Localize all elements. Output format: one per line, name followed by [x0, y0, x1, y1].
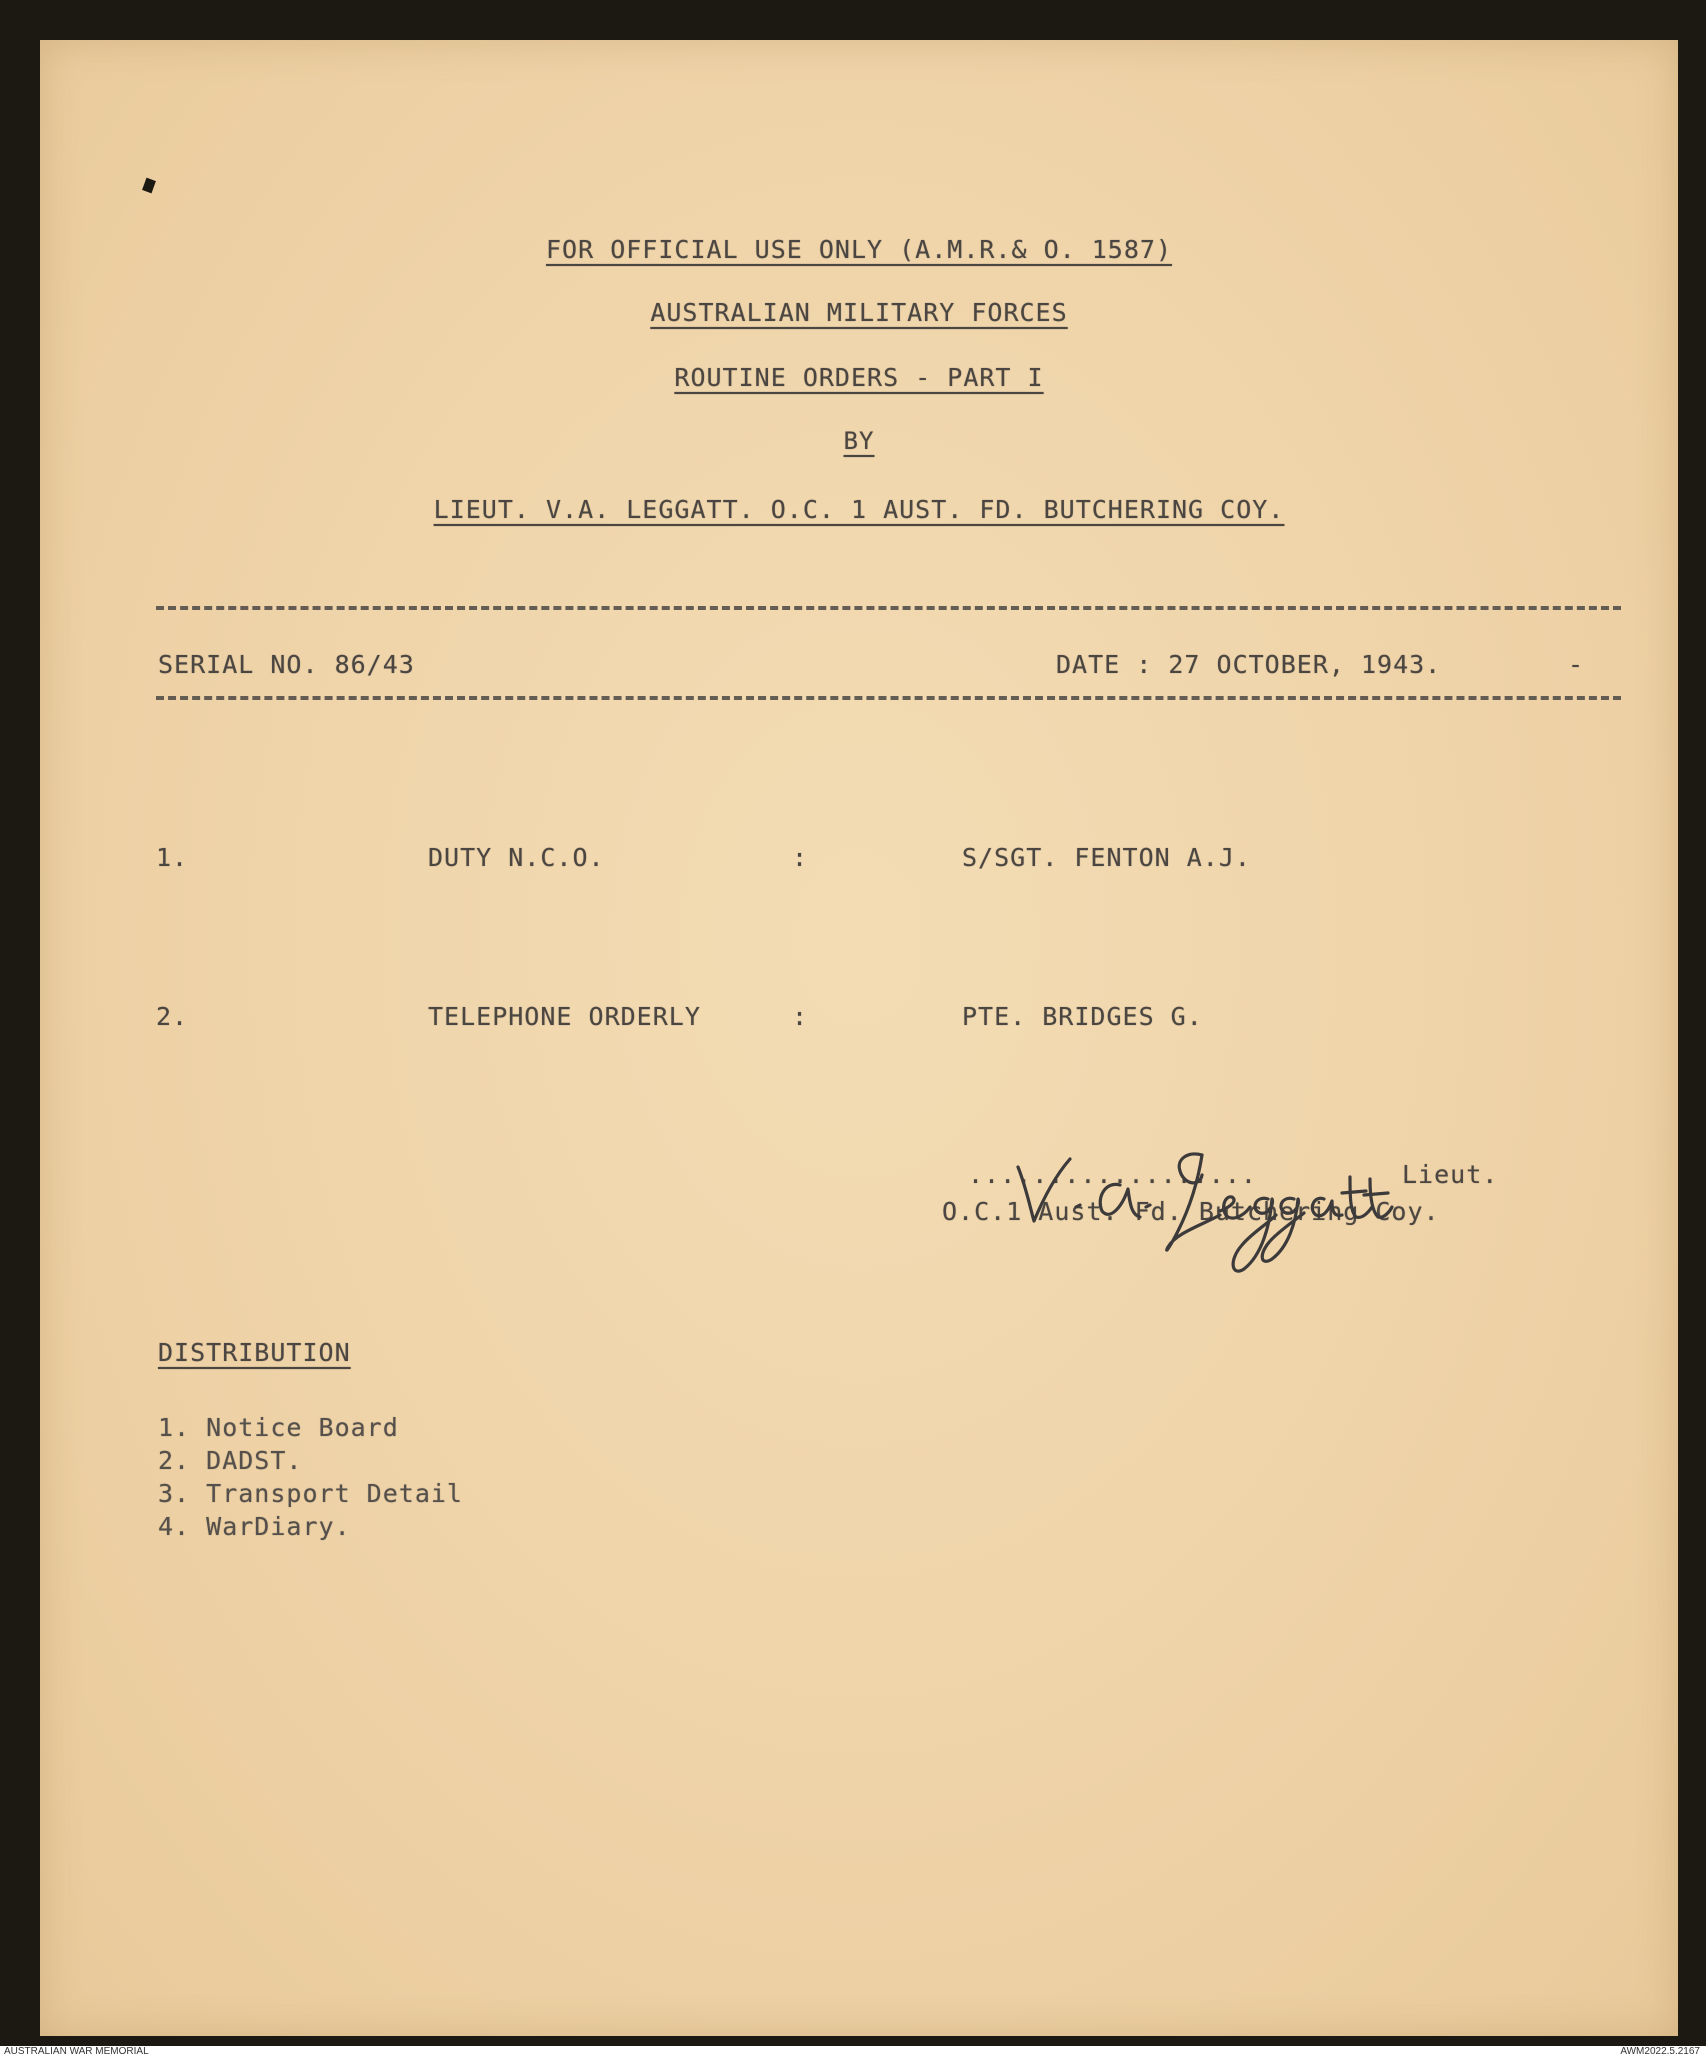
- distribution-item: 3. Transport Detail: [158, 1479, 463, 1508]
- by-heading: BY: [843, 427, 875, 455]
- routine-orders-heading: ROUTINE ORDERS - PART I: [674, 363, 1044, 392]
- distribution-title: DISTRIBUTION: [158, 1338, 351, 1367]
- document-page: [40, 40, 1678, 2036]
- order-number: 1.: [156, 843, 189, 872]
- distribution-item: 4. WarDiary.: [158, 1512, 351, 1541]
- distribution-item: 1. Notice Board: [158, 1413, 399, 1442]
- issuer-heading: LIEUT. V.A. LEGGATT. O.C. 1 AUST. FD. BUTCHERING COY.: [433, 495, 1285, 524]
- signature-rank: Lieut.: [1402, 1160, 1499, 1189]
- paper-speck: [142, 178, 156, 194]
- order-date: DATE : 27 OCTOBER, 1943.: [1056, 650, 1442, 679]
- signature-title: O.C.1 Aust. Fd. Butchering Coy.: [942, 1197, 1440, 1226]
- order-duty: TELEPHONE ORDERLY: [428, 1002, 701, 1031]
- official-use-heading: FOR OFFICIAL USE ONLY (A.M.R.& O. 1587): [546, 235, 1172, 264]
- archive-reference: AWM2022.5.2167: [1620, 2046, 1700, 2057]
- order-separator: :: [792, 843, 809, 872]
- signature-dots: ..................: [968, 1160, 1257, 1189]
- order-number: 2.: [156, 1002, 189, 1031]
- military-forces-heading: AUSTRALIAN MILITARY FORCES: [650, 298, 1068, 327]
- distribution-item: 2. DADST.: [158, 1446, 303, 1475]
- archive-credit: AUSTRALIAN WAR MEMORIAL: [4, 2046, 149, 2057]
- serial-number: SERIAL NO. 86/43: [158, 650, 415, 679]
- top-divider: [156, 606, 1621, 610]
- handwritten-signature: [980, 1115, 1400, 1315]
- order-name: S/SGT. FENTON A.J.: [962, 843, 1251, 872]
- order-separator: :: [792, 1002, 809, 1031]
- order-duty: DUTY N.C.O.: [428, 843, 605, 872]
- bottom-divider: [156, 696, 1621, 700]
- date-dash: -: [1568, 650, 1585, 679]
- order-name: PTE. BRIDGES G.: [962, 1002, 1203, 1031]
